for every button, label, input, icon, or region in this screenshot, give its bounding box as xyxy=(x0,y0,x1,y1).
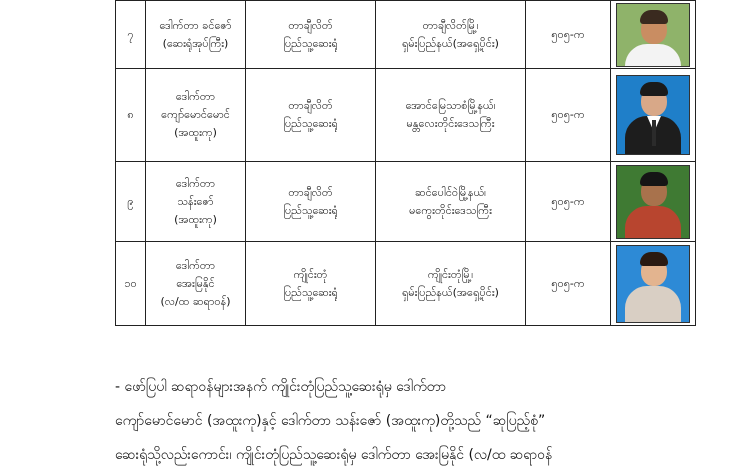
row-number: ၈ xyxy=(116,69,146,162)
paragraph-line-1: - ဖော်ပြပါ ဆရာဝန်များအနက် ကျိုင်းတုံပြည်သူ့ဆေးရုံမှ ဒေါက်တာ xyxy=(115,379,447,395)
rank-code: ၅၀၅-က xyxy=(526,162,611,242)
photo-cell xyxy=(611,69,696,162)
photo-cell xyxy=(611,1,696,69)
table-row xyxy=(116,1,696,69)
rank-code: ၅၀၅-က xyxy=(526,242,611,326)
photo-cell xyxy=(611,162,696,242)
photo-cell xyxy=(611,242,696,326)
doctor-name: ဒေါက်တာ ကျော်မောင်မောင် (အထူးကု) xyxy=(146,69,246,162)
hospital-name: တာချီလိတ် ပြည်သူ့ဆေးရုံ xyxy=(246,1,376,69)
hospital-name: တာချီလိတ် ပြည်သူ့ဆေးရုံ xyxy=(246,69,376,162)
doctor-transfer-table xyxy=(115,0,696,326)
paragraph-line-3: ဆေးရုံသို့လည်းကောင်း၊ ကျိုင်းတုံပြည်သူ့ဆေးရုံမှ ဒေါက်တာ အေးမြနိုင် (လ/ထ ဆရာဝန် xyxy=(115,447,553,463)
row-number: ၁၀ xyxy=(116,242,146,326)
doctor-name: ဒေါက်တာ သန်းဇော် (အထူးကု) xyxy=(146,162,246,242)
doctor-photo xyxy=(616,75,690,155)
table-row xyxy=(116,242,696,326)
rank-code: ၅၀၅-က xyxy=(526,69,611,162)
row-number: ၉ xyxy=(116,162,146,242)
hometown-location: ကျိုင်းတုံမြို့၊ ရှမ်းပြည်နယ်(အရှေ့ပိုင်း) xyxy=(376,242,526,326)
paragraph-line-2: ကျော်မောင်မောင် (အထူးကု)နှင့် ဒေါက်တာ သန်းဇော် (အထူးကု)တို့သည် “ဆုပြည့်စုံ” xyxy=(115,413,546,429)
doctor-photo xyxy=(616,165,690,239)
hometown-location: အောင်မြေသာစံမြို့နယ်၊ မန္တလေးတိုင်းဒေသကြီး xyxy=(376,69,526,162)
rank-code: ၅၀၅-က xyxy=(526,1,611,69)
row-number: ၇ xyxy=(116,1,146,69)
hometown-location: ဆင်ပေါင်ဝဲမြို့နယ်၊ မကွေးတိုင်းဒေသကြီး xyxy=(376,162,526,242)
doctor-name: ဒေါက်တာ အေးမြနိုင် (လ/ထ ဆရာဝန်) xyxy=(146,242,246,326)
doctor-photo xyxy=(616,245,690,323)
hospital-name: ကျိုင်းတုံ ပြည်သူ့ဆေးရုံ xyxy=(246,242,376,326)
hospital-name: တာချီလိတ် ပြည်သူ့ဆေးရုံ xyxy=(246,162,376,242)
table-row xyxy=(116,162,696,242)
doctor-photo xyxy=(616,3,690,67)
table-row xyxy=(116,69,696,162)
doctor-name: ဒေါက်တာ ခင်ဇော် (ဆေးရုံအုပ်ကြီး) xyxy=(146,1,246,69)
hometown-location: တာချီလိတ်မြို့၊ ရှမ်းပြည်နယ်(အရှေ့ပိုင်း) xyxy=(376,1,526,69)
